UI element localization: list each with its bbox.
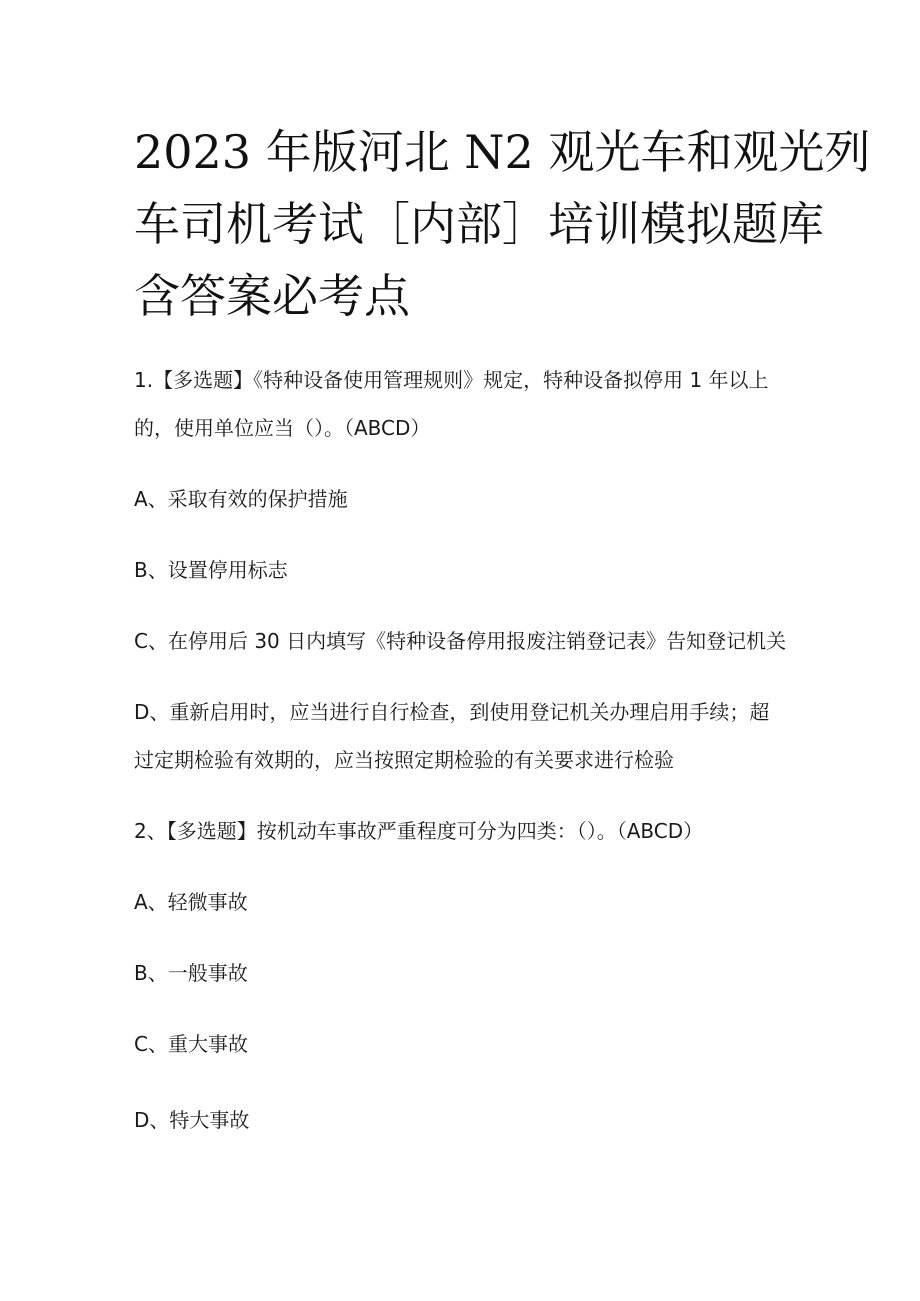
option-b: B、设置停用标志 [134,558,288,582]
question-stem-line: 的，使用单位应当（）。（ABCD） [134,416,431,440]
question-stem-line: 2、【多选题】按机动车事故严重程度可分为四类：（）。（ABCD） [134,819,704,843]
document-title [134,116,871,332]
question-stem-line: 1.【多选题】《特种设备使用管理规则》规定，特种设备拟停用 1 年以上 [134,368,769,392]
option-d: D、特大事故 [134,1108,250,1132]
option-d: D、重新启用时，应当进行自行检查，到使用登记机关办理启用手续；超 [134,700,770,724]
title-line: 含答案必考点 [134,269,410,323]
option-d-continued: 过定期检验有效期的，应当按照定期检验的有关要求进行检验 [134,748,674,772]
option-a: A、轻微事故 [134,890,248,914]
option-c: C、重大事故 [134,1032,248,1056]
option-b: B、一般事故 [134,961,248,985]
title-line: 车司机考试［内部］培训模拟题库 [134,197,824,251]
option-c: C、在停用后 30 日内填写《特种设备停用报废注销登记表》告知登记机关 [134,629,787,653]
option-a: A、采取有效的保护措施 [134,487,348,511]
title-line: 2023 年版河北 N2 观光车和观光列 [134,125,871,179]
